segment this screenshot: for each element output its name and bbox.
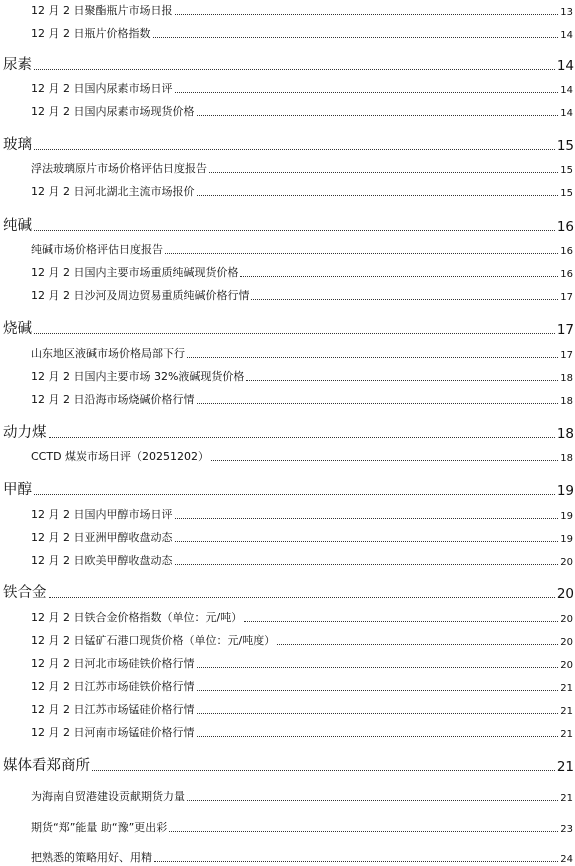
toc-entry-title: 12 月 2 日河南市场锰硅价格行情 <box>31 726 195 739</box>
toc-entry-title: 12 月 2 日欧美甲醇收盘动态 <box>31 554 173 567</box>
toc-entry[interactable] <box>0 448 575 464</box>
toc-page-number: 21 <box>560 793 573 804</box>
toc-entry[interactable] <box>0 552 575 568</box>
toc-page-number: 16 <box>560 246 573 257</box>
toc-entry-title: 纯碱市场价格评估日度报告 <box>31 243 163 256</box>
toc-entry-title: 12 月 2 日国内尿素市场现货价格 <box>31 105 195 118</box>
toc-page-number: 15 <box>560 165 573 176</box>
toc-entry-title: 为海南自贸港建设贡献期货力量 <box>31 790 185 803</box>
toc-entry-title: 12 月 2 日江苏市场硅铁价格行情 <box>31 680 195 693</box>
toc-entry-title: 12 月 2 日河北市场硅铁价格行情 <box>31 657 195 670</box>
toc-entry-title: 纯碱 <box>3 218 32 234</box>
toc-entry-title: 12 月 2 日锰矿石港口现货价格（单位：元/吨度） <box>31 634 276 647</box>
dot-leader <box>187 800 558 801</box>
toc-entry[interactable] <box>0 25 575 41</box>
toc-entry-title: 12 月 2 日江苏市场锰硅价格行情 <box>31 703 195 716</box>
dot-leader <box>175 14 559 15</box>
toc-page-number: 16 <box>556 219 574 235</box>
toc-entry-title: 山东地区液碱市场价格局部下行 <box>31 347 185 360</box>
toc-page-number: 20 <box>556 586 574 602</box>
toc-entry-title: 铁合金 <box>3 585 47 601</box>
dot-leader <box>187 357 558 358</box>
toc-section-entry[interactable] <box>0 755 575 775</box>
dot-leader <box>154 861 558 862</box>
dot-leader <box>175 541 559 542</box>
toc-entry-title: 浮法玻璃原片市场价格评估日度报告 <box>31 162 207 175</box>
dot-leader <box>197 115 559 116</box>
toc-entry-title: 动力煤 <box>3 425 47 441</box>
dot-leader <box>244 621 558 622</box>
dot-leader <box>197 690 559 691</box>
toc-page-number: 17 <box>560 292 573 303</box>
dot-leader <box>153 37 559 38</box>
dot-leader <box>165 253 558 254</box>
toc-entry-title: 尿素 <box>3 57 32 73</box>
dot-leader <box>209 172 558 173</box>
toc-entry[interactable] <box>0 103 575 119</box>
toc-entry-title: 期货“郑”能量 助“豫”更出彩 <box>31 821 168 834</box>
dot-leader <box>197 403 559 404</box>
toc-entry[interactable] <box>0 678 575 694</box>
toc-entry-title: 玻璃 <box>3 137 32 153</box>
toc-page-number: 21 <box>560 729 573 740</box>
toc-entry-title: 12 月 2 日瓶片价格指数 <box>31 27 151 40</box>
dot-leader <box>34 333 555 334</box>
toc-section-entry[interactable] <box>0 54 575 74</box>
dot-leader <box>49 437 555 438</box>
toc-page-number: 17 <box>556 322 574 338</box>
toc-page-number: 14 <box>560 30 573 41</box>
toc-page-number: 18 <box>560 373 573 384</box>
toc-entry[interactable] <box>0 529 575 545</box>
toc-entry[interactable] <box>0 819 575 835</box>
dot-leader <box>34 69 555 70</box>
toc-entry-title: 12 月 2 日河北湖北主流市场报价 <box>31 185 195 198</box>
toc-entry[interactable] <box>0 80 575 96</box>
toc-page-number: 19 <box>556 483 574 499</box>
toc-page-number: 19 <box>560 534 573 545</box>
toc-section-entry[interactable] <box>0 582 575 602</box>
dot-leader <box>246 380 558 381</box>
toc-page-number: 19 <box>560 511 573 522</box>
dot-leader <box>92 770 555 771</box>
toc-entry[interactable] <box>0 287 575 303</box>
toc-section-entry[interactable] <box>0 215 575 235</box>
toc-page-number: 15 <box>560 188 573 199</box>
toc-page-number: 21 <box>560 683 573 694</box>
toc-page-number: 21 <box>556 759 574 775</box>
toc-entry-title: 甲醇 <box>3 482 32 498</box>
toc-page-number: 18 <box>556 426 574 442</box>
toc-page-number: 18 <box>560 453 573 464</box>
dot-leader <box>175 92 559 93</box>
toc-page-number: 14 <box>556 58 574 74</box>
toc-entry-title: 12 月 2 日沿海市场烧碱价格行情 <box>31 393 195 406</box>
dot-leader <box>197 736 559 737</box>
toc-entry-title: 把熟悉的策略用好、用精 <box>31 851 152 864</box>
toc-entry[interactable] <box>0 632 575 648</box>
toc-entry[interactable] <box>0 160 575 176</box>
toc-entry[interactable] <box>0 264 575 280</box>
toc-page-number: 16 <box>560 269 573 280</box>
toc-page-number: 14 <box>560 85 573 96</box>
toc-entry[interactable] <box>0 788 575 804</box>
dot-leader <box>169 831 558 832</box>
dot-leader <box>277 644 558 645</box>
toc-page-number: 17 <box>560 350 573 361</box>
dot-leader <box>34 494 555 495</box>
toc-entry[interactable] <box>0 368 575 384</box>
dot-leader <box>197 667 559 668</box>
toc-page-number: 24 <box>560 854 573 865</box>
dot-leader <box>49 597 555 598</box>
toc-page-number: 20 <box>560 557 573 568</box>
toc-entry-title: 12 月 2 日聚酯瓶片市场日报 <box>31 4 173 17</box>
toc-entry[interactable] <box>0 2 575 18</box>
toc-entry-title: 12 月 2 日沙河及周边贸易重质纯碱价格行情 <box>31 289 250 302</box>
dot-leader <box>197 713 559 714</box>
toc-entry[interactable] <box>0 506 575 522</box>
dot-leader <box>211 460 558 461</box>
toc-page-number: 14 <box>560 108 573 119</box>
toc-entry-title: 12 月 2 日国内甲醇市场日评 <box>31 508 173 521</box>
dot-leader <box>240 276 558 277</box>
toc-entry-title: 12 月 2 日国内主要市场 32%液碱现货价格 <box>31 370 245 383</box>
toc-entry[interactable] <box>0 724 575 740</box>
toc-section-entry[interactable] <box>0 318 575 338</box>
toc-entry-title: 12 月 2 日铁合金价格指数（单位：元/吨） <box>31 611 243 624</box>
dot-leader <box>175 518 559 519</box>
toc-page-number: 18 <box>560 396 573 407</box>
toc-entry-title: 烧碱 <box>3 321 32 337</box>
toc-entry[interactable] <box>0 391 575 407</box>
toc-entry[interactable] <box>0 345 575 361</box>
toc-entry-title: 12 月 2 日亚洲甲醇收盘动态 <box>31 531 173 544</box>
dot-leader <box>197 195 559 196</box>
toc-entry-title: 12 月 2 日国内主要市场重质纯碱现货价格 <box>31 266 239 279</box>
dot-leader <box>251 299 558 300</box>
toc-page-number: 23 <box>560 824 573 835</box>
toc-section-entry[interactable] <box>0 422 575 442</box>
toc-page-number: 15 <box>556 138 574 154</box>
toc-page-number: 21 <box>560 706 573 717</box>
toc-entry[interactable] <box>0 701 575 717</box>
toc-entry[interactable] <box>0 183 575 199</box>
dot-leader <box>34 149 555 150</box>
toc-page-number: 20 <box>560 637 573 648</box>
toc-entry[interactable] <box>0 655 575 671</box>
toc-section-entry[interactable] <box>0 134 575 154</box>
toc-page-number: 20 <box>560 660 573 671</box>
toc-entry[interactable] <box>0 849 575 865</box>
toc-entry[interactable] <box>0 241 575 257</box>
toc-entry-title: 媒体看郑商所 <box>3 758 90 774</box>
dot-leader <box>34 230 555 231</box>
toc-entry[interactable] <box>0 609 575 625</box>
toc-section-entry[interactable] <box>0 479 575 499</box>
dot-leader <box>175 564 559 565</box>
toc-entry-title: CCTD 煤炭市场日评（20251202） <box>31 450 210 463</box>
toc-page-number: 13 <box>560 7 573 18</box>
toc-page-number: 20 <box>560 614 573 625</box>
toc-entry-title: 12 月 2 日国内尿素市场日评 <box>31 82 173 95</box>
